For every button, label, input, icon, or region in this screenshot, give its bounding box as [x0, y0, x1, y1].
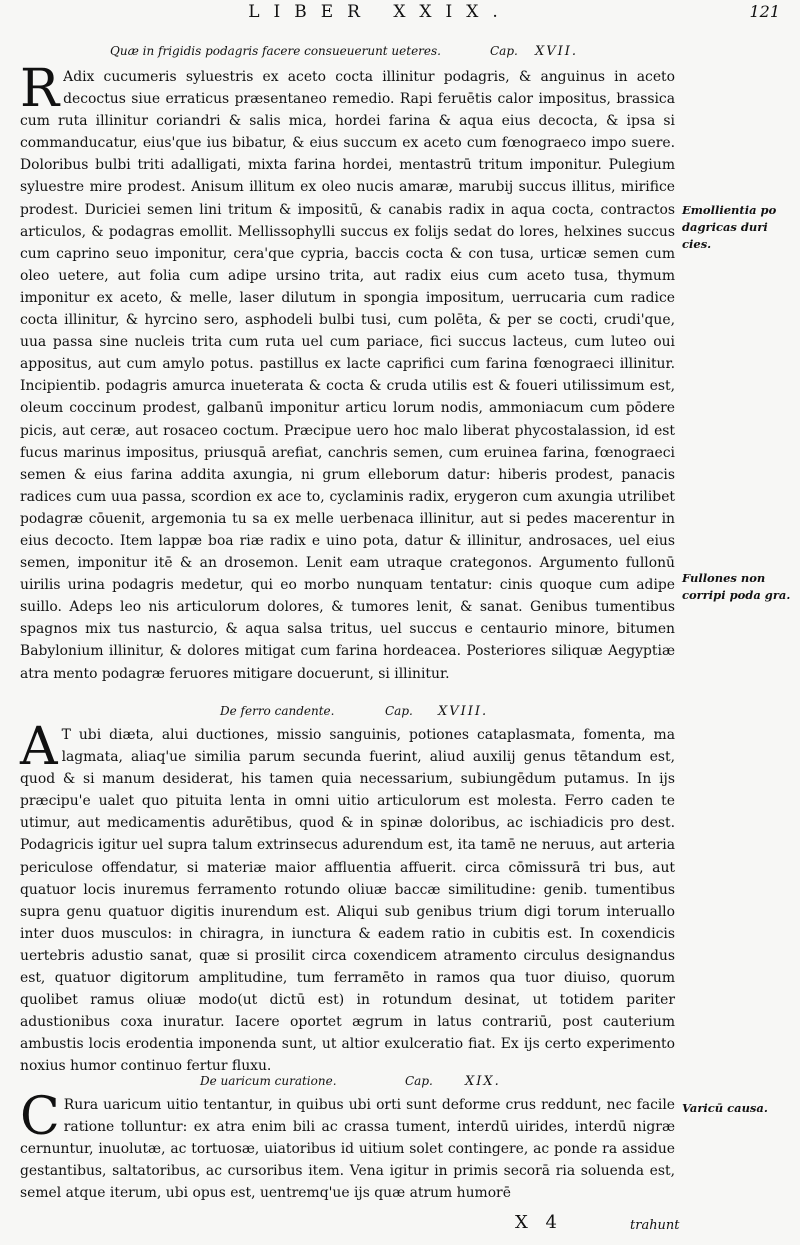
chapter-number: XVIII. [438, 704, 489, 719]
chapter-number: XIX. [465, 1074, 501, 1089]
chapter-number: XVII. [535, 44, 579, 59]
running-title: LIBER XXIX. [248, 2, 512, 22]
chapter-text: T ubi diæta, alui ductiones, missio sanguinis, potiones cataplasmata, fomenta, ma lagmata, aliaq'ue similia parum secunda fuerint, aliud auxilij genus tētandum est, quod & si manum desiderat, his tamen quia necessarium, subiungēdum putamus. In ijs præcipu'e ualet quo pituita lenta in omni uitio articulorum est molesta. Ferro caden te utimur, aut medicamentis adurētibus, quod & in spinæ doloribus, ac ischiadicis pro dest. Podagricis igitur uel supra talum extrinsecus adurendum est, ita tamē ne neruus, aut arteria periculose offendatur, si materiæ maior affluentia affuerit. circa cōmissurā tri bus, aut quatuor locis inuremus ferramento rotundo oliuæ baccæ similitudine: genib. tumentibus supra genu quatuor digitis inurendum est. Aliqui sub genibus trium digi torum interuallo inter duos musculos: in chiragra, in iunctura & eadem ratio in cubitis est. In coxendicis uertebris adustio sanat, quæ si prosilit circa coxendicem atramento circulus designandus est, quatuor digitorum amplitudine, tum ferramēto in ramos qua tuor diuiso, quorum quolibet ramus oliuæ modo(ut dictū est) in rotundum desinat, ut totidem pariter adustionibus coxa inuratur. Iacere oportet ægrum in latus contrariū, post cauterium ambustis locis erodentia imponenda sunt, ut altior exulceratio fiat. Ex ijs certo experimento noxius humor continuo fertur fluxu. [20, 727, 675, 1075]
chapter-title: De uaricum curatione. [200, 1074, 337, 1088]
drop-initial: R [20, 59, 60, 119]
chapter-text: Rura uaricum uitio tentantur, in quibus ubi orti sunt deforme crus reddunt, nec facile ratione tolluntur: ex atra enim bili ac crassa tument, interdū uirides, interdū nigræ cernuntur, inuolutæ, ac tortuosæ, uiatoribus id uitium solet contingere, ac ponde ra assidue gestantibus, saltatoribus, ac cursoribus item. Vena igitur in primis secorā ria soluenda est, semel atque iterum, ubi opus est, uentremq'ue ijs quæ atrum humorē [20, 1097, 675, 1202]
drop-initial: A [20, 717, 58, 777]
chapter-title: De ferro candente. [220, 704, 335, 718]
catchword: trahunt [630, 1218, 680, 1233]
chapter-cap-label: Cap. [385, 704, 413, 718]
chapter-heading-17 [0, 44, 670, 66]
folio-number: 121 [749, 2, 780, 21]
chapter-title: Quæ in frigidis podagris facere consueuerunt ueteres. [110, 44, 441, 58]
margin-note-fullones: Fullones non corripi poda gra. [682, 571, 791, 602]
drop-initial: C [20, 1087, 60, 1147]
signature-mark: X 4 [515, 1212, 563, 1233]
chapter-heading-19 [0, 1074, 670, 1096]
margin-note-varicum: Varicū causa. [682, 1101, 768, 1115]
page-header [0, 2, 800, 42]
chapter-body-18 [20, 717, 675, 1078]
chapter-body-17 [20, 59, 675, 685]
chapter-heading-18 [0, 704, 670, 726]
chapter-body-19 [20, 1087, 675, 1204]
chapter-cap-label: Cap. [490, 44, 518, 58]
margin-note-emollientia: Emollientia po dagricas duri cies. [682, 203, 777, 251]
chapter-text: Adix cucumeris syluestris ex aceto cocta illinitur podagris, & anguinus in aceto decoctus siue erraticus præsentaneo remedio. Rapi feruētis calor impositus, brassica cum ruta illinitur coriandri & salis mica, hordei farina & aqua eius decocta, & ipsa si commanducatur, eius'que ius bibatur, & eius succum ex aceto cum fœnograeco impo suere. Doloribus bulbi triti adalligati, mixta farina hordei, mentastrū tritum imponitur. Pulegium syluestre mire prodest. Anisum illitum ex oleo nucis amaræ, marubij succus illitus, mirifice prodest. Duriciei semen lini tritum & impositū, & canabis radix in aqua cocta, contractos articulos, & podagras emollit. Mellissophylli succus ex folijs sedat do lores, helxines succus cum caprino seuo imponitur, cera'que cypria, baccis cocta & con tusa, urticæ semen cum oleo uetere, aut folia cum adipe ursino trita, aut radix eius cum aceto tusa, thymum imponitur ex aceto, & melle, laser dilutum in spongia impositum, uerrucaria cum radice cocta illinitur, & hyrcino sero, asphodeli bulbi tusi, cum polēta, & per se cocti, crudi'que, uua passa sine nucleis trita cum ruta uel cum pariace, fici succus lacteus, cum luteo oui appositus, aut cum amylo potus. pastillus ex lacte caprifici cum farina fœnograeci illinitur. Incipientib. podagris amurca inueterata & cocta & cruda utilis est & foueri utilissimum est, oleum coccinum prodest, galbanū imponitur articu lorum nodis, ammoniacum cum pōdere picis, aut ceræ, aut rosaceo coctum. Præcipue uero hoc malo liberat phycostalassion, id est fucus marinus impositus, priusquā arefiat, canchris semen, cum eruinea farina, fœnograeci semen & eius farina addita axungia, ni grum elleborum datur: hiberis prodest, panacis radices cum uua passa, scordion ex ace to, cyclaminis radix, erygeron cum axungia utrilibet podagræ cōuenit, argemonia tu sa ex melle uerbenaca illinitur, aut si pedes macerentur in eius decocto. Item lappæ boa riæ radix e uino pota, datur & illinitur, androsaces, uel eius semen, imponitur itē & an drosemon. Lenit eam utraque crategonos. Argumento fullonū uirilis urina podagris medetur, qui eo morbo nunquam tentatur: cinis quoque cum adipe suillo. Adeps leo nis articulorum dolores, & tumores lenit, & sanat. Genibus tumentibus spagnos mix tus nasturcio, & aqua salsa tritus, uel succus e centaurio minore, bitumen Babylonium illinitur, & dolores mitigat cum farina hordeacea. Posteriores siliquæ Aegyptiæ atra mento podagræ feruores mitigare docuerunt, si illinitur. [20, 69, 675, 682]
chapter-cap-label: Cap. [405, 1074, 433, 1088]
page-footer [0, 1212, 800, 1242]
